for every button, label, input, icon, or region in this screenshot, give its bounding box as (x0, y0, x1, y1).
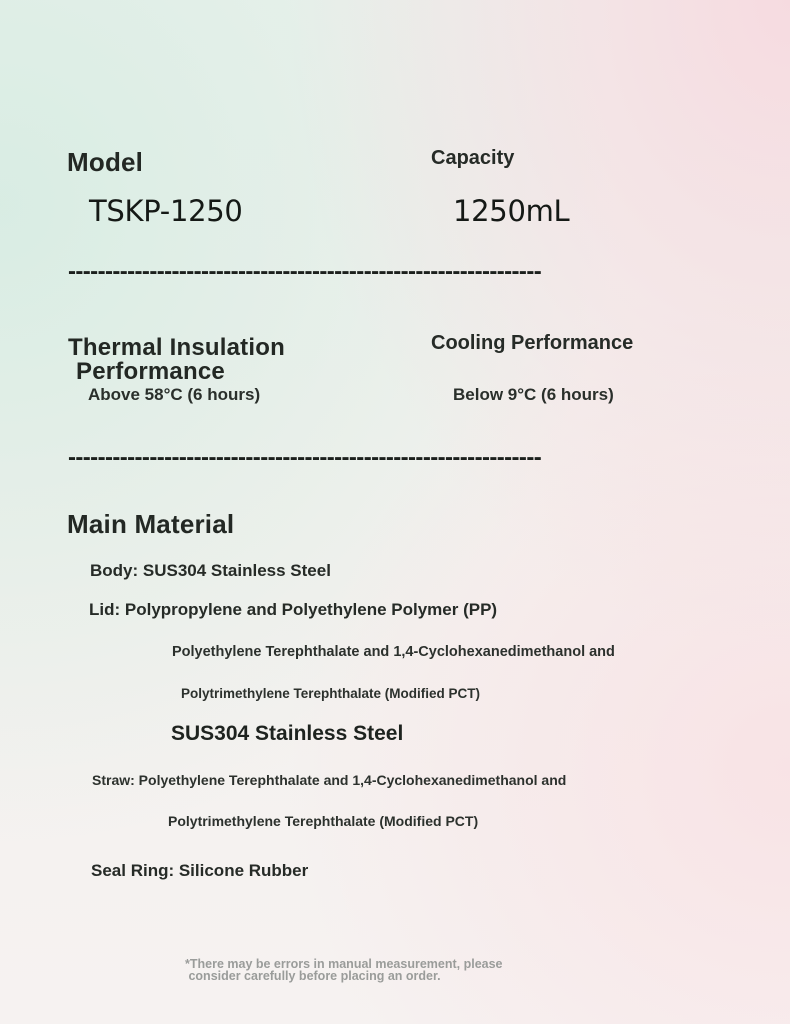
model-value: TSKP-1250 (89, 194, 243, 228)
model-label: Model (67, 147, 144, 177)
material-body: Body: SUS304 Stainless Steel (90, 561, 331, 580)
disclaimer-line1: *There may be errors in manual measurement, please (185, 957, 503, 971)
capacity-value: 1250mL (453, 194, 570, 228)
cooling-value: Below 9°C (6 hours) (453, 385, 614, 404)
cooling-label: Cooling Performance (431, 332, 634, 354)
material-lid-continued: Polytrimethylene Terephthalate (Modified PCT) (181, 686, 481, 701)
disclaimer-line2: consider carefully before placing an order. (185, 969, 441, 983)
material-heading: Main Material (67, 509, 235, 539)
section-divider: ---------------------------------------------------------------- (68, 444, 542, 471)
material-straw: Straw: Polyethylene Terephthalate and 1,4-Cyclohexanedimethanol and (92, 772, 567, 788)
material-lid-continued: SUS304 Stainless Steel (171, 722, 404, 745)
thermal-value: Above 58°C (6 hours) (88, 385, 261, 404)
material-seal-ring: Seal Ring: Silicone Rubber (91, 861, 309, 880)
capacity-label: Capacity (431, 147, 515, 169)
material-lid: Lid: Polypropylene and Polyethylene Polymer (PP) (89, 600, 498, 619)
section-divider: ---------------------------------------------------------------- (68, 258, 542, 285)
material-straw-continued: Polytrimethylene Terephthalate (Modified PCT) (168, 813, 479, 829)
thermal-label-line2: Performance (76, 358, 225, 385)
material-lid-continued: Polyethylene Terephthalate and 1,4-Cyclohexanedimethanol and (172, 644, 615, 660)
thermal-label-line1: Thermal Insulation (68, 334, 285, 361)
